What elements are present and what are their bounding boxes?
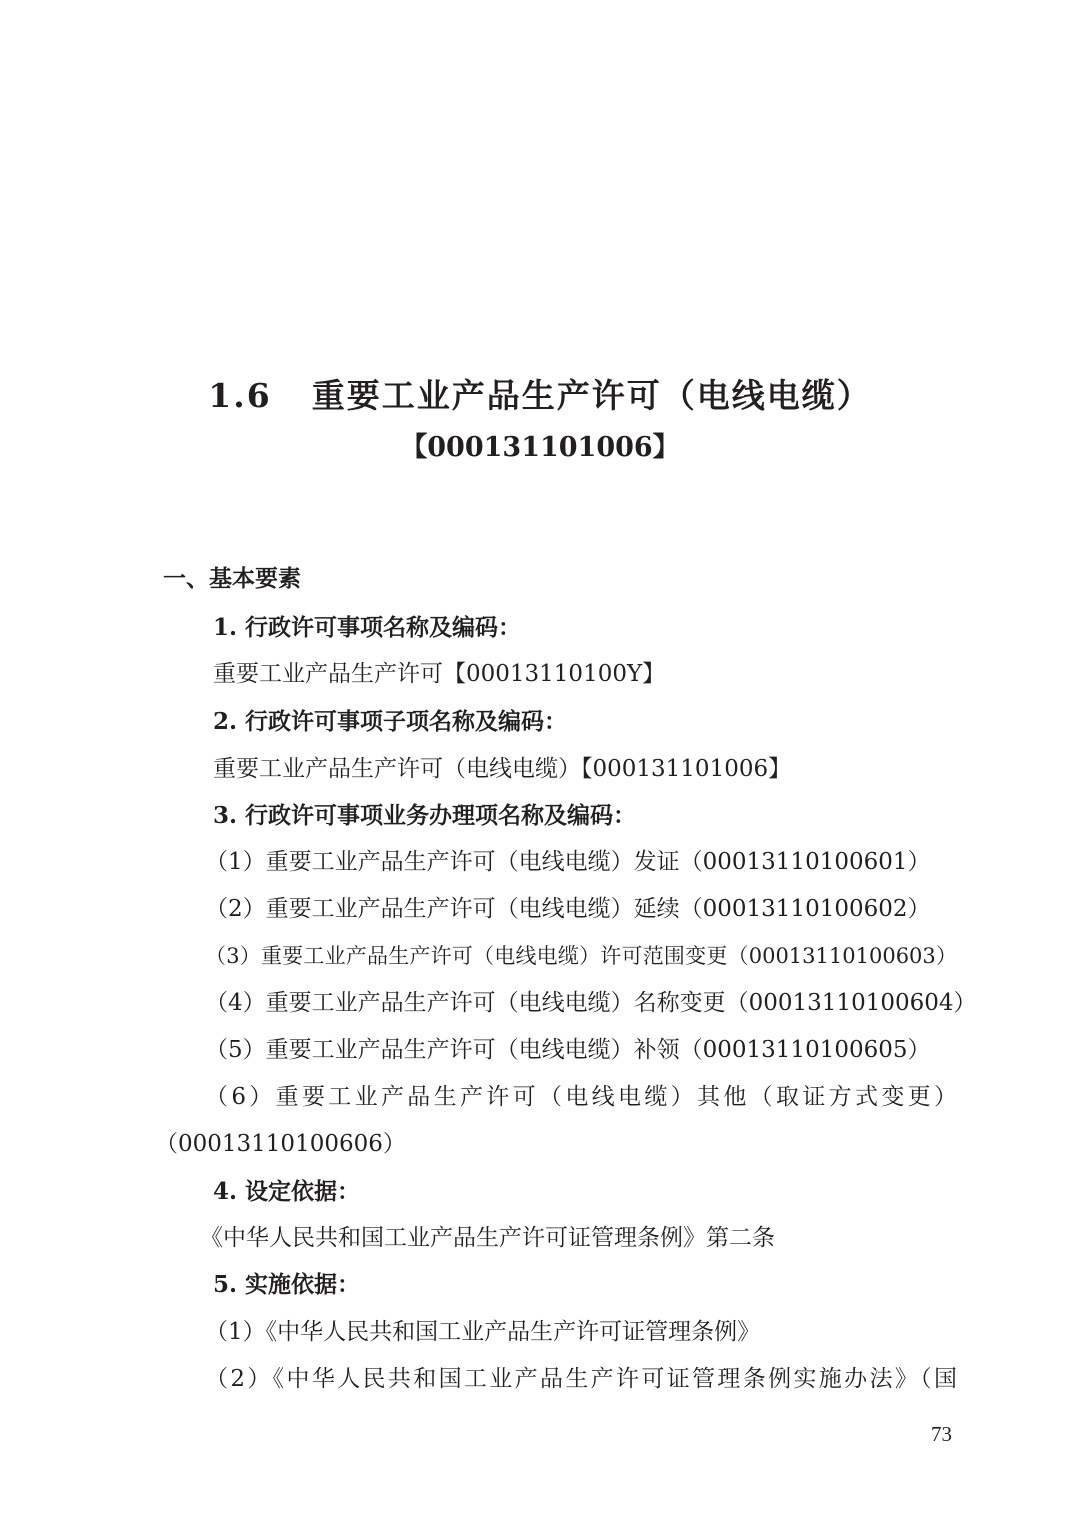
item4-value: 《中华人民共和国工业产品生产许可证管理条例》第二条: [200, 1225, 775, 1251]
item5-entry-2: （2）《中华人民共和国工业产品生产许可证管理条例实施办法》（国: [205, 1366, 957, 1392]
item3-entry-6-cont: （00013110100606）: [155, 1131, 406, 1157]
item3-entry-2: （2）重要工业产品生产许可（电线电缆）延续（00013110100602）: [205, 896, 931, 922]
title-code: 【000131101006】: [400, 432, 680, 463]
title-number: 1.6: [208, 376, 272, 415]
item3-label: 3. 行政许可事项业务办理项名称及编码：: [213, 802, 637, 829]
item3-entry-1: （1）重要工业产品生产许可（电线电缆）发证（00013110100601）: [205, 849, 931, 875]
item3-entry-3: （3）重要工业产品生产许可（电线电缆）许可范围变更（00013110100603）: [205, 944, 957, 968]
item5-label: 5. 实施依据：: [213, 1271, 361, 1298]
page-number: 73: [931, 1422, 952, 1446]
item3-entry-4: （4）重要工业产品生产许可（电线电缆）名称变更（00013110100604）: [205, 990, 977, 1016]
item3-entry-5: （5）重要工业产品生产许可（电线电缆）补领（00013110100605）: [205, 1037, 931, 1063]
item4-label: 4. 设定依据：: [213, 1178, 361, 1205]
item5-entry-1: （1）《中华人民共和国工业产品生产许可证管理条例》: [205, 1319, 761, 1345]
section-heading: 一、基本要素: [163, 565, 301, 592]
item2-label: 2. 行政许可事项子项名称及编码：: [213, 708, 568, 735]
item2-value: 重要工业产品生产许可（电线电缆）【000131101006】: [213, 756, 792, 782]
item1-value: 重要工业产品生产许可【00013110100Y】: [213, 661, 666, 687]
title-text: 重要工业产品生产许可（电线电缆）: [311, 376, 872, 415]
page-title: [0, 370, 1080, 417]
item1-label: 1. 行政许可事项名称及编码：: [213, 614, 522, 641]
item3-entry-6: （6）重要工业产品生产许可（电线电缆）其他（取证方式变更）: [205, 1084, 957, 1110]
